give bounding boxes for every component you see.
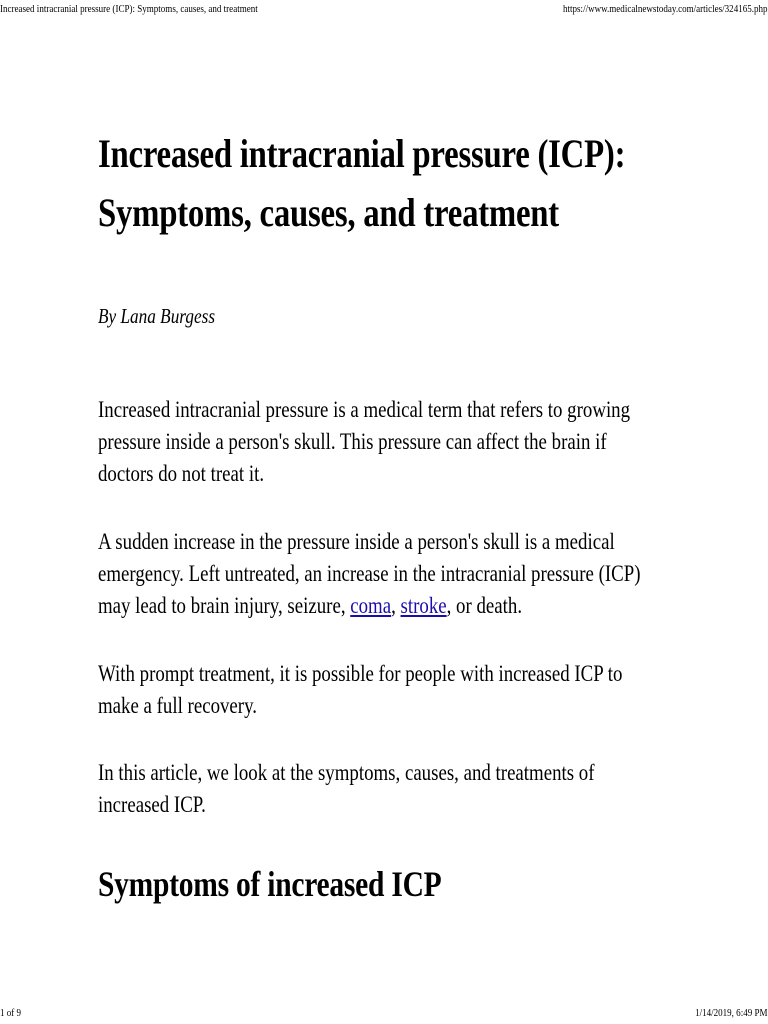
- article-title: [98, 124, 768, 242]
- paragraph-intro: [98, 394, 768, 490]
- paragraph-line: increased ICP.: [98, 792, 206, 817]
- paragraph-text: may lead to brain injury, seizure,: [98, 593, 351, 618]
- paragraph-emergency: [98, 526, 768, 622]
- paragraph-text: , or death.: [446, 593, 523, 618]
- paragraph-line: A sudden increase in the pressure inside a person's skull is a medical: [98, 529, 615, 554]
- paragraph-overview: [98, 757, 768, 821]
- paragraph-line: make a full recovery.: [98, 693, 258, 718]
- print-timestamp: 1/14/2019, 6:49 PM: [695, 1007, 768, 1019]
- paragraph-line-with-links: [98, 590, 738, 622]
- print-page-title: Increased intracranial pressure (ICP): Symptoms, causes, and treatment: [0, 3, 258, 15]
- paragraph-recovery: [98, 658, 768, 722]
- stroke-link[interactable]: stroke: [400, 593, 447, 618]
- coma-link[interactable]: coma: [350, 593, 392, 618]
- article-title-line-1: Increased intracranial pressure (ICP):: [98, 131, 626, 176]
- paragraph-line: In this article, we look at the symptoms, causes, and treatments of: [98, 760, 595, 785]
- section-heading-symptoms: [98, 860, 768, 908]
- paragraph-line: doctors do not treat it.: [98, 461, 265, 486]
- article-title-line-2: Symptoms, causes, and treatment: [98, 190, 559, 235]
- paragraph-line: With prompt treatment, it is possible for people with increased ICP to: [98, 661, 623, 686]
- paragraph-line: pressure inside a person's skull. This pressure can affect the brain if: [98, 429, 607, 454]
- byline: [98, 302, 768, 330]
- paragraph-line: emergency. Left untreated, an increase in the intracranial pressure (ICP): [98, 561, 641, 586]
- byline-text: By Lana Burgess: [98, 304, 216, 328]
- print-url: https://www.medicalnewstoday.com/articles/324165.php: [563, 3, 768, 15]
- paragraph-line: Increased intracranial pressure is a medical term that refers to growing: [98, 397, 631, 422]
- section-heading-text: Symptoms of increased ICP: [98, 864, 442, 904]
- link-separator: ,: [391, 593, 401, 618]
- page-count: 1 of 9: [0, 1007, 22, 1019]
